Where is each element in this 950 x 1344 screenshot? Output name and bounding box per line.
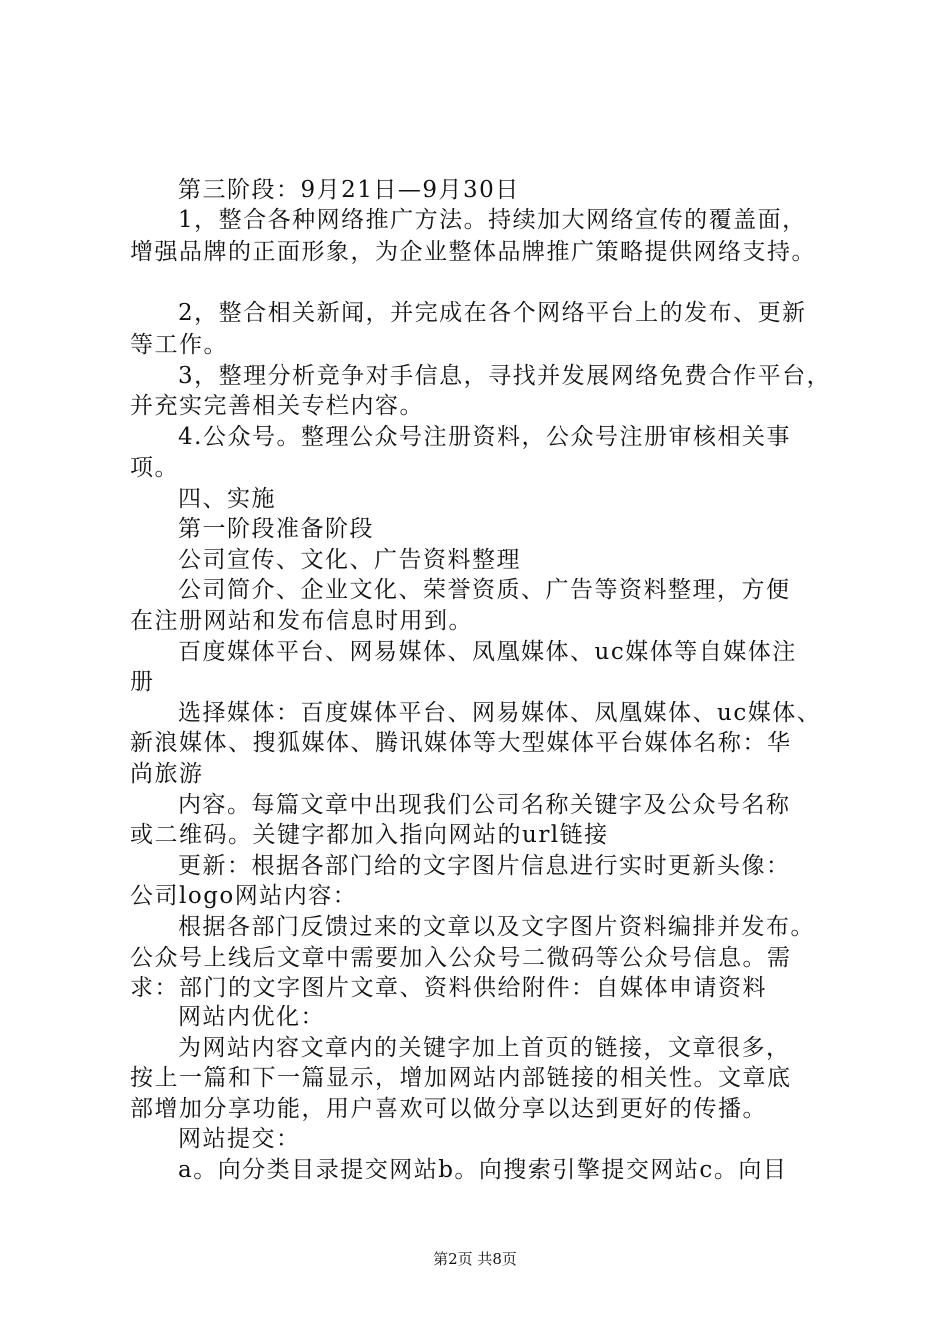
text-line-31: 网站提交： xyxy=(178,1126,301,1152)
text-line-1: 第三阶段：9月21日—9月30日 xyxy=(178,177,520,203)
text-line-5: 等工作。 xyxy=(130,332,228,358)
text-line-17: 选择媒体：百度媒体平台、网易媒体、凤凰媒体、uc媒体、 xyxy=(178,700,822,726)
text-line-9: 项。 xyxy=(130,455,179,481)
text-line-23: 公司logo网站内容： xyxy=(130,883,358,909)
text-line-28: 为网站内容文章内的关键字加上首页的链接，文章很多， xyxy=(178,1035,791,1061)
text-line-25: 公众号上线后文章中需要加入公众号二微码等公众号信息。需 xyxy=(130,945,792,971)
text-line-19: 尚旅游 xyxy=(130,761,204,787)
text-line-21: 或二维码。关键字都加入指向网站的url链接 xyxy=(130,822,609,848)
page-number-footer: 第2页 共8页 xyxy=(433,1250,517,1268)
text-line-18: 新浪媒体、搜狐媒体、腾讯媒体等大型媒体平台媒体名称：华 xyxy=(130,730,792,756)
text-line-11: 第一阶段准备阶段 xyxy=(178,516,374,542)
text-line-27: 网站内优化： xyxy=(178,1004,325,1030)
text-line-3: 增强品牌的正面形象，为企业整体品牌推广策略提供网络支持。 xyxy=(130,239,816,265)
text-line-16: 册 xyxy=(130,669,155,695)
text-line-26: 求：部门的文字图片文章、资料供给附件：自媒体申请资料 xyxy=(130,975,767,1001)
text-line-4: 2，整合相关新闻，并完成在各个网络平台上的发布、更新 xyxy=(178,300,807,326)
text-line-12: 公司宣传、文化、广告资料整理 xyxy=(178,547,521,573)
text-line-32: a。向分类目录提交网站b。向搜索引擎提交网站c。向目 xyxy=(178,1157,788,1183)
text-line-14: 在注册网站和发布信息时用到。 xyxy=(130,608,473,634)
text-line-22: 更新：根据各部门给的文字图片信息进行实时更新头像： xyxy=(178,853,791,879)
text-line-29: 按上一篇和下一篇显示，增加网站内部链接的相关性。文章底 xyxy=(130,1065,792,1091)
text-line-2: 1，整合各种网络推广方法。持续加大网络宣传的覆盖面， xyxy=(178,207,807,233)
text-line-13: 公司简介、企业文化、荣誉资质、广告等资料整理，方便 xyxy=(178,577,791,603)
text-line-20: 内容。每篇文章中出现我们公司名称关键字及公众号名称 xyxy=(178,792,791,818)
text-line-15: 百度媒体平台、网易媒体、凤凰媒体、uc媒体等自媒体注 xyxy=(178,639,797,665)
text-line-7: 并充实完善相关专栏内容。 xyxy=(130,393,424,419)
text-line-10: 四、实施 xyxy=(178,486,276,512)
text-line-6: 3，整理分析竞争对手信息，寻找并发展网络免费合作平台， xyxy=(178,363,832,389)
text-line-8: 4.公众号。整理公众号注册资料，公众号注册审核相关事 xyxy=(178,424,791,450)
text-line-24: 根据各部门反馈过来的文章以及文字图片资料编排并发布。 xyxy=(178,914,815,940)
text-line-30: 部增加分享功能，用户喜欢可以做分享以达到更好的传播。 xyxy=(130,1096,767,1122)
